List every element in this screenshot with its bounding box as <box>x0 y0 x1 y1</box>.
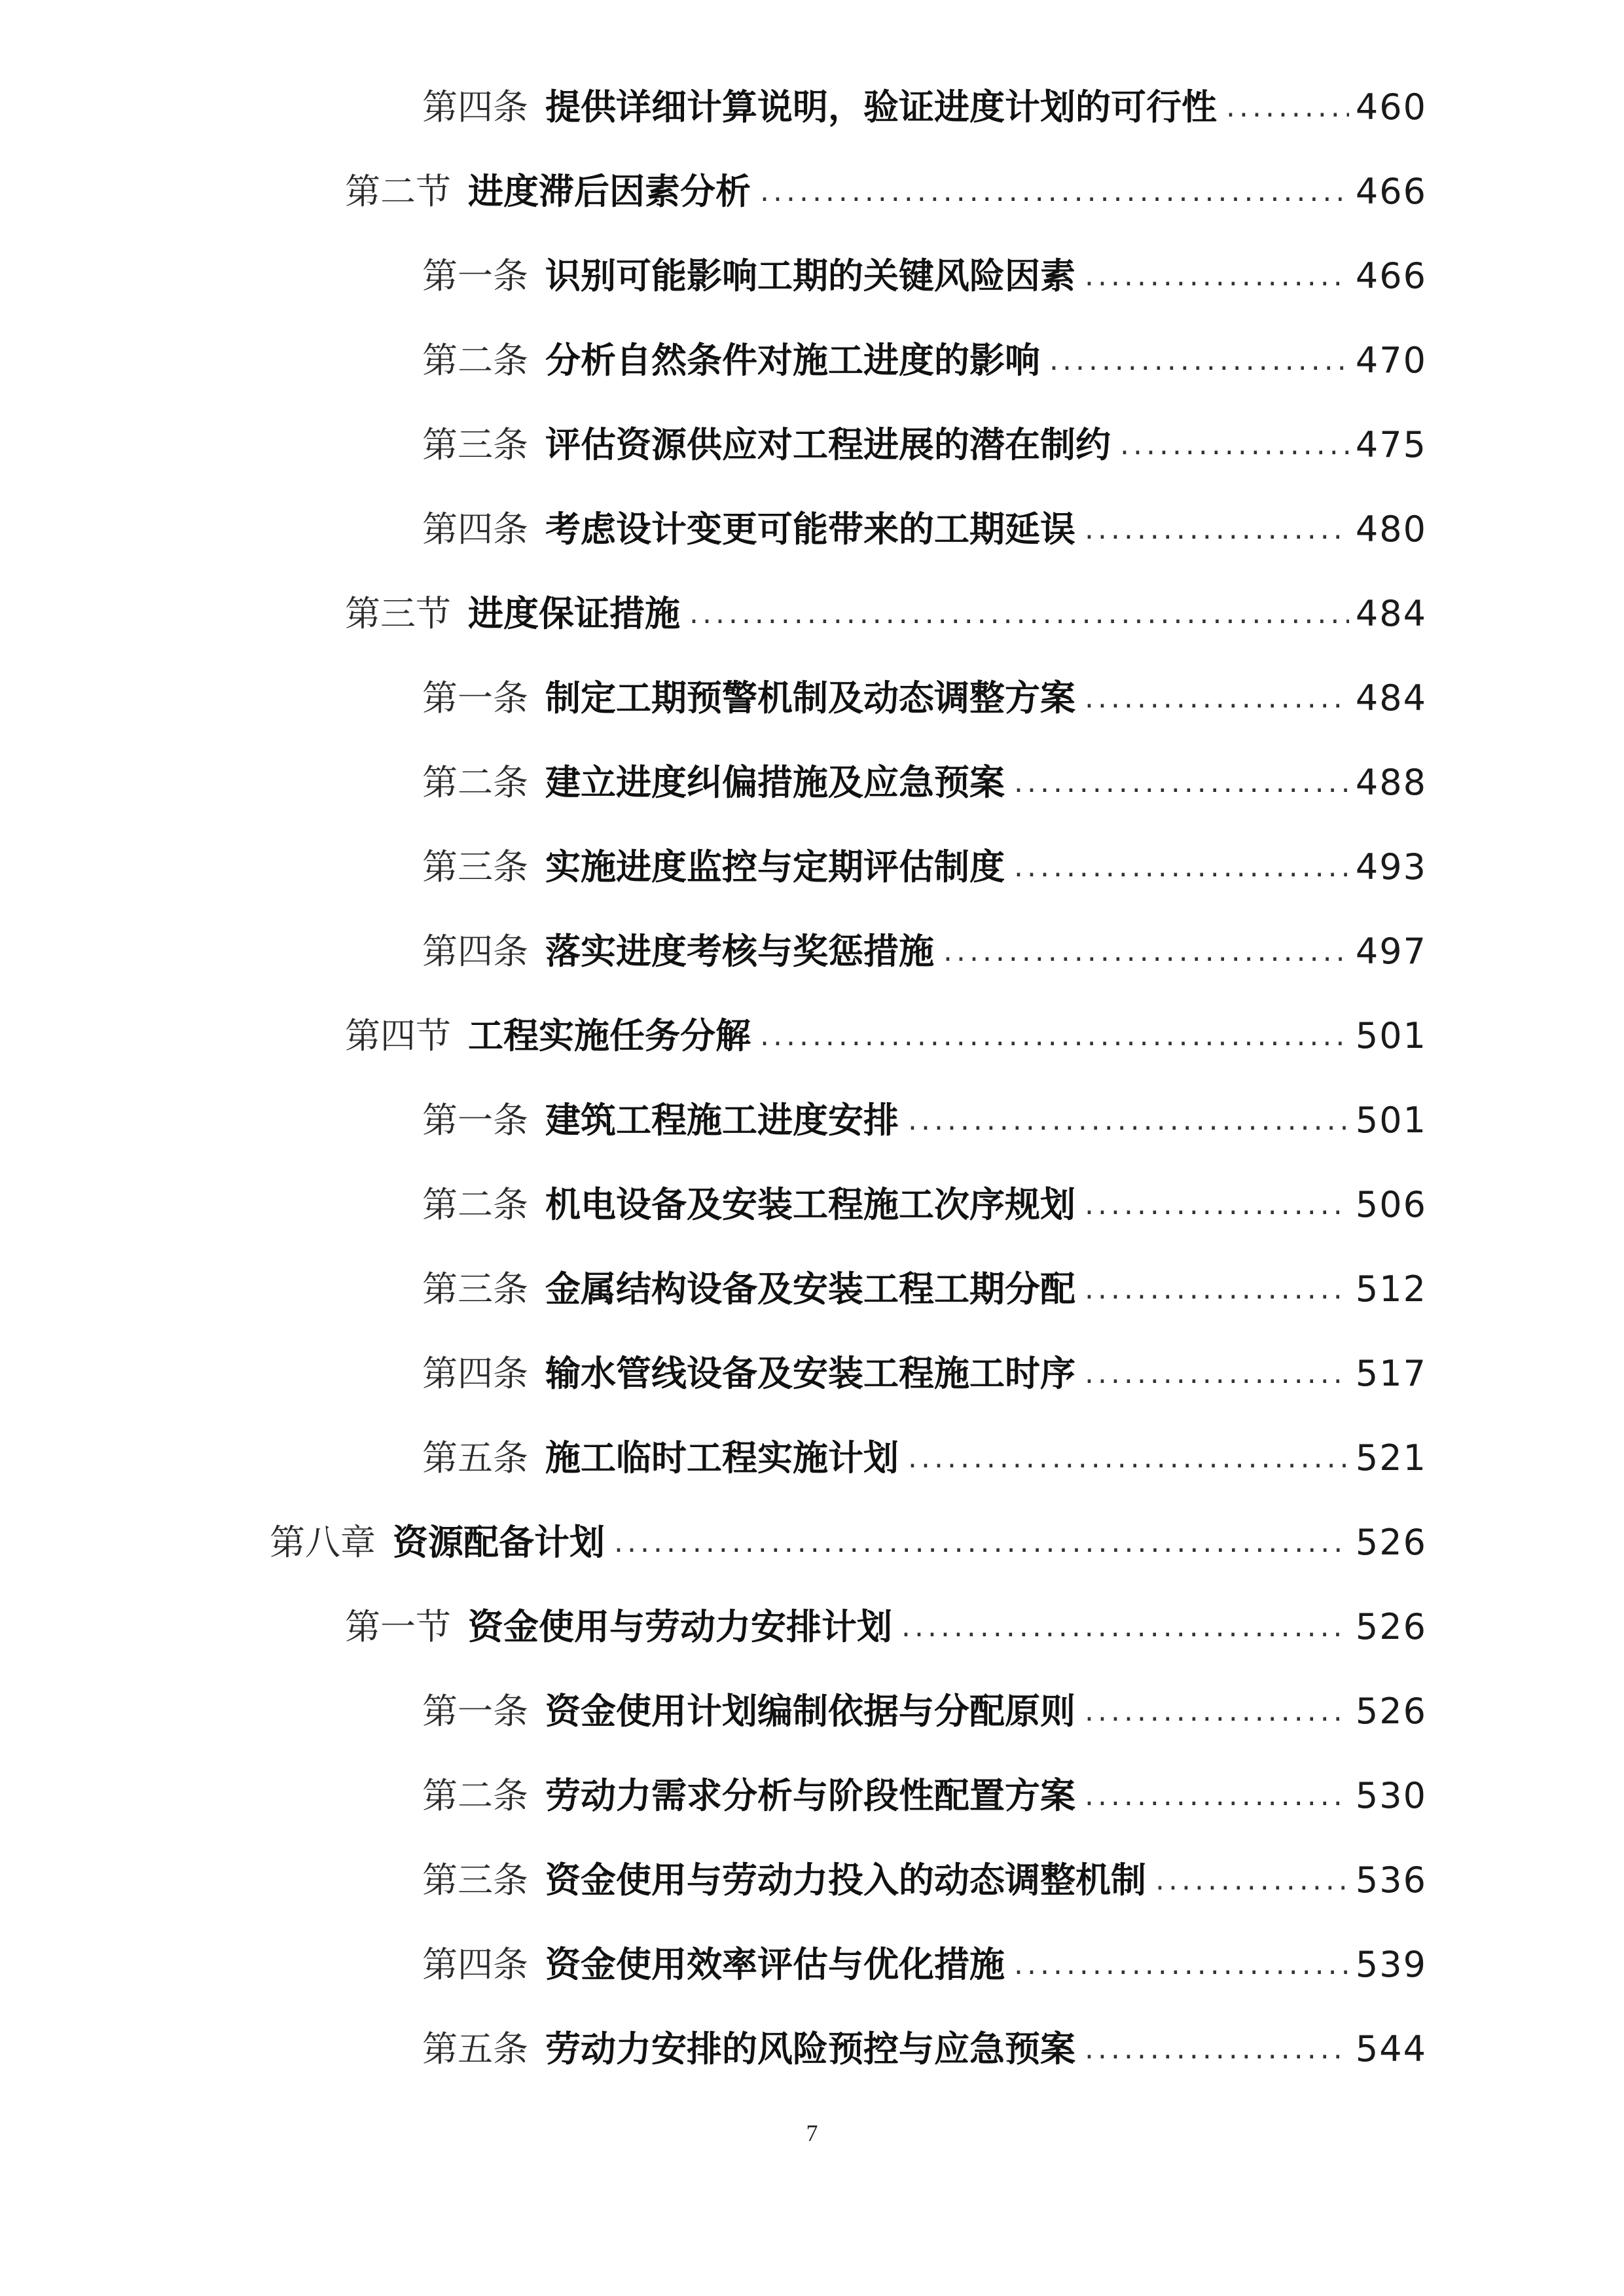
toc-dot-leader <box>1085 1172 1349 1238</box>
toc-dot-leader <box>1014 834 1349 900</box>
toc-entry-title: 进度滞后因素分析 <box>468 171 751 212</box>
toc-entry-page: 480 <box>1355 509 1427 550</box>
toc-entry-page: 512 <box>1355 1268 1427 1310</box>
toc-entry-page: 539 <box>1355 1944 1427 1985</box>
toc-entry-page: 475 <box>1355 424 1427 465</box>
toc-entry <box>422 666 1427 731</box>
toc-dot-leader <box>1085 1679 1349 1744</box>
toc-entry-title: 劳动力需求分析与阶段性配置方案 <box>545 1775 1075 1816</box>
toc-dot-leader <box>1085 1257 1349 1322</box>
toc-entry <box>422 2017 1427 2082</box>
toc-dot-leader <box>1085 2017 1349 2082</box>
page-number: 7 <box>806 2120 818 2146</box>
toc-entry-title: 进度保证措施 <box>468 593 680 634</box>
toc-entry-label: 第二条 <box>422 340 528 381</box>
toc-entry-title: 落实进度考核与奖惩措施 <box>545 931 934 972</box>
toc-dot-leader <box>1155 1848 1349 1913</box>
toc-entry-title: 建立进度纠偏措施及应急预案 <box>545 762 1005 803</box>
toc-entry <box>422 919 1427 984</box>
toc-dot-leader <box>689 581 1349 647</box>
toc-entry-title: 分析自然条件对施工进度的影响 <box>545 340 1040 381</box>
toc-entry <box>422 412 1427 478</box>
toc-entry <box>422 243 1427 309</box>
toc-entry <box>345 159 1427 224</box>
toc-entry-title: 输水管线设备及安装工程施工时序 <box>545 1353 1075 1394</box>
toc-dot-leader <box>901 1594 1349 1660</box>
toc-entry-label: 第四节 <box>345 1015 451 1056</box>
toc-entry-label: 第八章 <box>270 1522 376 1563</box>
toc-entry <box>345 581 1427 647</box>
toc-dot-leader <box>1226 75 1349 140</box>
toc-entry-label: 第一条 <box>422 1691 528 1732</box>
toc-dot-leader <box>908 1426 1349 1491</box>
toc-dot-leader <box>1085 666 1349 731</box>
toc-entry <box>422 1763 1427 1829</box>
toc-entry-page: 544 <box>1355 2028 1427 2070</box>
toc-entry-title: 劳动力安排的风险预控与应急预案 <box>545 2028 1075 2070</box>
toc-entry <box>422 497 1427 562</box>
toc-entry <box>345 1003 1427 1069</box>
toc-dot-leader <box>943 919 1349 984</box>
toc-entry-title: 资金使用与劳动力投入的动态调整机制 <box>545 1859 1146 1901</box>
toc-entry-label: 第四条 <box>422 931 528 972</box>
toc-dot-leader <box>908 1088 1349 1153</box>
toc-entry-label: 第二条 <box>422 1775 528 1816</box>
toc-entry-label: 第三条 <box>422 1268 528 1310</box>
toc-entry-label: 第三条 <box>422 846 528 888</box>
toc-entry-page: 501 <box>1355 1015 1427 1056</box>
toc-entry-label: 第一节 <box>345 1606 451 1647</box>
toc-entry-title: 识别可能影响工期的关键风险因素 <box>545 255 1075 296</box>
toc-entry-title: 资金使用效率评估与优化措施 <box>545 1944 1005 1985</box>
toc-entry <box>422 834 1427 900</box>
toc-entry-label: 第五条 <box>422 2028 528 2070</box>
toc-entry-page: 484 <box>1355 593 1427 634</box>
toc-entry-page: 493 <box>1355 846 1427 888</box>
toc-dot-leader <box>1085 1763 1349 1829</box>
toc-dot-leader <box>1014 1932 1349 1998</box>
toc-entry <box>422 1848 1427 1913</box>
toc-entry-page: 484 <box>1355 677 1427 719</box>
toc-dot-leader <box>614 1510 1349 1575</box>
toc-entry-title: 实施进度监控与定期评估制度 <box>545 846 1005 888</box>
toc-entry-page: 460 <box>1355 86 1427 128</box>
toc-entry-label: 第四条 <box>422 1353 528 1394</box>
toc-entry <box>422 1088 1427 1153</box>
toc-entry-label: 第三节 <box>345 593 451 634</box>
toc-entry-page: 497 <box>1355 931 1427 972</box>
toc-entry <box>270 1510 1427 1575</box>
toc-entry-page: 466 <box>1355 171 1427 212</box>
toc-entry <box>345 1594 1427 1660</box>
toc-dot-leader <box>1085 243 1349 309</box>
toc-entry-page: 521 <box>1355 1437 1427 1479</box>
toc-entry-page: 526 <box>1355 1691 1427 1732</box>
toc-entry-label: 第二条 <box>422 1184 528 1225</box>
toc-entry <box>422 328 1427 393</box>
toc-dot-leader <box>1120 412 1349 478</box>
toc-entry <box>422 1426 1427 1491</box>
toc-entry-page: 526 <box>1355 1522 1427 1563</box>
toc-entry-label: 第四条 <box>422 86 528 128</box>
toc-entry <box>422 1257 1427 1322</box>
toc-entry-label: 第四条 <box>422 509 528 550</box>
toc-entry-label: 第二节 <box>345 171 451 212</box>
toc-dot-leader <box>760 159 1349 224</box>
toc-entry-page: 530 <box>1355 1775 1427 1816</box>
toc-entry-title: 提供详细计算说明，验证进度计划的可行性 <box>545 86 1217 128</box>
toc-dot-leader <box>760 1003 1349 1069</box>
toc-entry-title: 资金使用与劳动力安排计划 <box>468 1606 892 1647</box>
toc-entry <box>422 1679 1427 1744</box>
toc-entry-label: 第一条 <box>422 1100 528 1141</box>
toc-entry-page: 470 <box>1355 340 1427 381</box>
toc-entry-page: 536 <box>1355 1859 1427 1901</box>
toc-entry-title: 机电设备及安装工程施工次序规划 <box>545 1184 1075 1225</box>
toc-dot-leader <box>1085 1341 1349 1407</box>
toc-entry-title: 考虑设计变更可能带来的工期延误 <box>545 509 1075 550</box>
toc-entry <box>422 1341 1427 1407</box>
toc-entry-title: 建筑工程施工进度安排 <box>545 1100 899 1141</box>
toc-entry-page: 488 <box>1355 762 1427 803</box>
toc-dot-leader <box>1085 497 1349 562</box>
toc-entry <box>422 75 1427 140</box>
toc-entry-title: 工程实施任务分解 <box>468 1015 751 1056</box>
toc-entry-page: 466 <box>1355 255 1427 296</box>
toc-entry-label: 第三条 <box>422 424 528 465</box>
toc-entry-page: 526 <box>1355 1606 1427 1647</box>
toc-dot-leader <box>1049 328 1349 393</box>
toc-entry-label: 第五条 <box>422 1437 528 1479</box>
toc-entry <box>422 1932 1427 1998</box>
toc-entry-label: 第一条 <box>422 677 528 719</box>
toc-entry-label: 第四条 <box>422 1944 528 1985</box>
toc-entry-page: 517 <box>1355 1353 1427 1394</box>
toc-entry-title: 资金使用计划编制依据与分配原则 <box>545 1691 1075 1732</box>
toc-entry-title: 资源配备计划 <box>393 1522 605 1563</box>
toc-entry-page: 501 <box>1355 1100 1427 1141</box>
toc-dot-leader <box>1014 750 1349 816</box>
toc-entry-label: 第一条 <box>422 255 528 296</box>
toc-entry-title: 施工临时工程实施计划 <box>545 1437 899 1479</box>
toc-entry-title: 评估资源供应对工程进展的潜在制约 <box>545 424 1111 465</box>
toc-entry <box>422 1172 1427 1238</box>
toc-entry-label: 第三条 <box>422 1859 528 1901</box>
toc-entry <box>422 750 1427 816</box>
toc-entry-label: 第二条 <box>422 762 528 803</box>
toc-entry-title: 金属结构设备及安装工程工期分配 <box>545 1268 1075 1310</box>
toc-entry-page: 506 <box>1355 1184 1427 1225</box>
toc-entry-title: 制定工期预警机制及动态调整方案 <box>545 677 1075 719</box>
